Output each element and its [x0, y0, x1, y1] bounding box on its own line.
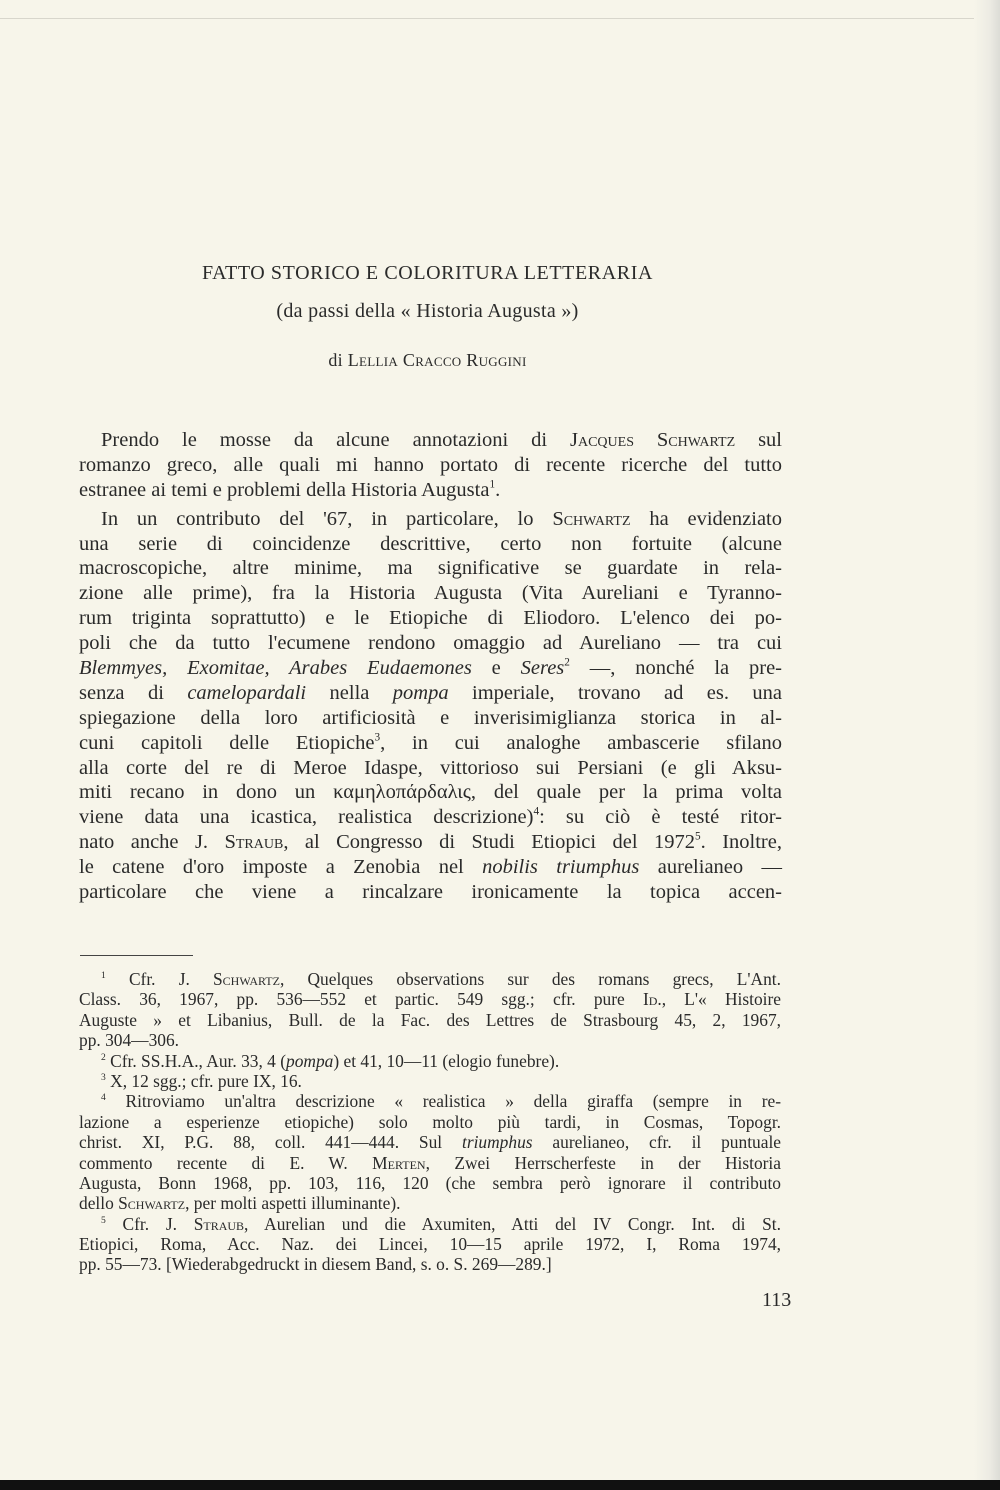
- body-line: [79, 581, 782, 606]
- text-run: dello: [79, 1193, 119, 1214]
- small-caps-name: Jacques Schwartz: [570, 429, 736, 451]
- small-caps-name: Schwartz: [552, 507, 631, 530]
- text-run: ha evidenziato: [630, 507, 782, 530]
- text-run: particolare che viene a rincalzare ironicamente la topica accen-: [79, 881, 782, 904]
- text-run: Augusta, Bonn 1968, pp. 103, 116, 120 (che sembra però ignorare il contributo: [79, 1172, 781, 1193]
- footnote-line: [79, 1254, 781, 1274]
- text-run: , per molti aspetti illuminante).: [185, 1193, 401, 1214]
- footnote-marker: 5: [695, 830, 701, 843]
- body-line: [79, 453, 782, 478]
- italic-text: Blemmyes, Exomitae, Arabes Eudaemones: [79, 657, 472, 680]
- text-run: viene data una icastica, realistica descrizione): [79, 806, 534, 829]
- footnote-line: [79, 1214, 781, 1234]
- text-run: poli che da tutto l'ecumene rendono omaggio ad Aureliano — tra cui: [79, 632, 782, 655]
- italic-text: nobilis triumphus: [482, 856, 640, 879]
- footnote-line: [79, 1153, 781, 1173]
- text-run: X, 12 sgg.; cfr. pure IX, 16.: [105, 1070, 302, 1091]
- body-line: [79, 731, 782, 756]
- text-run: cuni capitoli delle Etiopiche: [79, 731, 375, 754]
- text-run: : su ciò è testé ritor-: [539, 806, 782, 829]
- body-line: [79, 706, 782, 731]
- footnote-marker: 1: [489, 478, 496, 491]
- text-run: . Inoltre,: [700, 831, 782, 854]
- footnote-line: [79, 1193, 781, 1213]
- text-run: romanzo greco, alle quali mi hanno portato di recente ricerche del tutto: [79, 453, 782, 476]
- footnote-marker: 3: [374, 731, 381, 744]
- scan-top-edge: [0, 18, 975, 19]
- body-line: [79, 855, 782, 880]
- text-run: Class. 36, 1967, pp. 536—552 et partic. 549 sgg.; cfr. pure: [79, 989, 643, 1010]
- article-author: [0, 350, 855, 371]
- small-caps-name: Straub: [224, 831, 284, 854]
- text-run: Etiopici, Roma, Acc. Naz. dei Lincei, 10—15 aprile 1972, I, Roma 1974,: [79, 1234, 781, 1255]
- footnote-marker: 4: [101, 1092, 106, 1104]
- text-run: una serie di coincidenze descrittive, certo non fortuite (alcune: [79, 532, 782, 555]
- body-line: [79, 507, 782, 532]
- footnote-line: [79, 1173, 781, 1193]
- footnote-line: [79, 1132, 781, 1152]
- text-run: Prendo le mosse da alcune annotazioni di: [101, 429, 570, 451]
- page-number: 113: [762, 1289, 792, 1311]
- text-run: spiegazione della loro artificiosità e inverisimiglianza storica in al-: [79, 706, 782, 729]
- small-caps-name: Id.: [642, 989, 662, 1010]
- italic-text: Seres: [520, 657, 565, 680]
- footnote-line: [79, 1091, 781, 1111]
- text-run: nella: [306, 681, 393, 704]
- footnote-marker: 4: [533, 805, 540, 818]
- text-run: nato anche J.: [79, 831, 225, 854]
- body-line: [79, 631, 782, 656]
- body-line: [79, 805, 782, 830]
- text-run: aurelianeo, cfr. il puntuale: [532, 1132, 781, 1153]
- text-run: alla corte del re di Meroe Idaspe, vittorioso sui Persiani (e gli Aksu-: [79, 756, 782, 779]
- footnote-line: [79, 989, 781, 1009]
- text-run: macroscopiche, altre minime, ma significative se guardate in rela-: [79, 557, 782, 580]
- text-run: rum triginta soprattutto) e le Etiopiche di Eliodoro. L'elenco dei po-: [79, 607, 782, 630]
- footnote-line: [79, 1051, 781, 1071]
- text-run: Auguste » et Libanius, Bull. de la Fac. des Lettres de Strasbourg 45, 2, 1967,: [79, 1009, 781, 1030]
- text-run: ) et 41, 10—11 (elogio funebre).: [333, 1050, 560, 1071]
- text-run: Cfr. J.: [105, 969, 213, 989]
- body-line: [79, 556, 782, 581]
- text-run: —, nonché la pre-: [569, 657, 782, 680]
- footnote-line: [79, 1010, 781, 1030]
- body-line: [79, 756, 782, 781]
- footnote-marker: 2: [101, 1051, 106, 1063]
- footnotes: [79, 969, 781, 1275]
- small-caps-name: Schwartz: [118, 1193, 186, 1214]
- text-run: lazione a esperienze etiopiche) solo molto più tardi, in Cosmas, Topogr.: [79, 1111, 781, 1132]
- text-run: commento recente di E. W.: [79, 1152, 373, 1173]
- footnote-line: [79, 1030, 781, 1050]
- footnote-line: [79, 1071, 781, 1091]
- text-run: , Quelques observations sur des romans grecs, L'Ant.: [279, 969, 781, 989]
- footnote-marker: 3: [101, 1071, 106, 1083]
- text-run: le catene d'oro imposte a Zenobia nel: [79, 856, 483, 879]
- text-run: christ. XI, P.G. 88, coll. 441—444. Sul: [79, 1132, 462, 1153]
- footnote-marker: 5: [101, 1214, 106, 1226]
- italic-text: triumphus: [462, 1132, 533, 1153]
- footnote-marker: 1: [101, 969, 106, 981]
- text-run: , Aurelian und die Axumiten, Atti del IV Congr. Int. di St.: [244, 1213, 781, 1234]
- italic-text: camelopardali: [187, 681, 307, 704]
- italic-text: pompa: [392, 681, 449, 704]
- text-run: Cfr. J.: [105, 1213, 194, 1234]
- text-run: , L'« Histoire: [661, 989, 781, 1010]
- body-line: [79, 532, 782, 557]
- author-prefix: di: [328, 350, 348, 370]
- italic-text: pompa: [286, 1050, 334, 1071]
- scan-right-edge: [974, 0, 1000, 1480]
- body-line: [79, 880, 782, 905]
- text-run: Ritroviamo un'altra descrizione « realistica » della giraffa (sempre in re-: [105, 1091, 781, 1112]
- small-caps-name: Schwartz: [213, 969, 280, 989]
- footnote-marker: 2: [564, 656, 570, 669]
- footnote-line: [79, 1234, 781, 1254]
- author-name: Lellia Cracco Ruggini: [347, 350, 527, 370]
- text-run: , in cui analoghe ambascerie sfilano: [380, 731, 783, 754]
- footnote-line: [79, 1112, 781, 1132]
- text-run: sul: [735, 429, 782, 451]
- text-run: Cfr. SS.H.A., Aur. 33, 4 (: [105, 1050, 286, 1071]
- body-line: [79, 780, 782, 805]
- body-text: [79, 428, 782, 905]
- text-run: zione alle prime), fra la Historia Augusta (Vita Aureliani e Tyranno-: [79, 582, 782, 605]
- small-caps-name: Straub: [193, 1213, 245, 1234]
- article-subtitle: (da passi della « Historia Augusta »): [276, 300, 579, 322]
- body-line: [79, 428, 782, 453]
- text-run: estranee ai temi e problemi della Historia Augusta: [79, 478, 490, 501]
- body-line: [79, 478, 782, 503]
- text-run: , al Congresso di Studi Etiopici del 1972: [283, 831, 696, 854]
- text-run: e: [471, 657, 521, 680]
- body-line: [79, 681, 782, 706]
- body-line: [79, 606, 782, 631]
- text-run: aurelianeo —: [639, 856, 782, 879]
- scan-bottom-edge: [0, 1480, 1000, 1490]
- small-caps-name: Merten: [372, 1152, 426, 1173]
- body-line: [79, 830, 782, 855]
- text-run: imperiale, trovano ad es. una: [448, 681, 782, 704]
- text-run: .: [495, 478, 501, 501]
- footnote-line: [79, 969, 781, 989]
- text-run: In un contributo del '67, in particolare, lo: [101, 507, 553, 530]
- text-run: senza di: [79, 681, 188, 704]
- text-run: pp. 55—73. [Wiederabgedruckt in diesem Band, s. o. S. 269—289.]: [79, 1254, 552, 1275]
- body-line: [79, 656, 782, 681]
- article-title: FATTO STORICO E COLORITURA LETTERARIA: [201, 262, 654, 284]
- footnote-separator: [80, 955, 193, 956]
- text-run: pp. 304—306.: [79, 1030, 179, 1051]
- text-run: , Zwei Herrscherfeste in der Historia: [425, 1152, 781, 1173]
- text-run: miti recano in dono un καμηλοπάρδαλις, del quale per la prima volta: [79, 781, 782, 804]
